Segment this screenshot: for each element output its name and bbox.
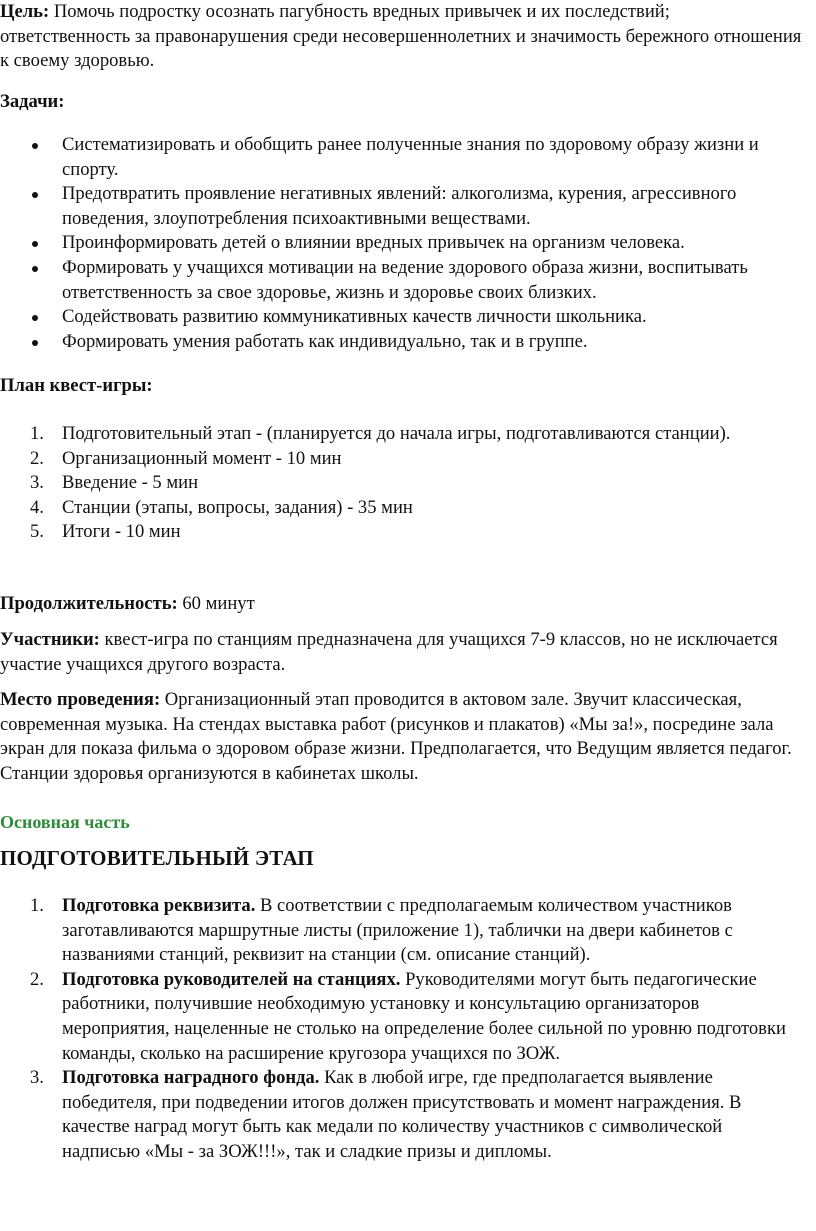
list-number: 2. bbox=[30, 447, 44, 469]
list-item: Формировать умения работать как индивидуально, так и в группе. bbox=[0, 330, 802, 355]
duration-label: Продолжительность: bbox=[0, 593, 178, 614]
goal-label: Цель: bbox=[0, 1, 50, 22]
list-item-bold: Подготовка реквизита. bbox=[62, 895, 256, 916]
list-item-bold: Подготовка руководителей на станциях. bbox=[62, 968, 401, 990]
venue-label: Место проведения: bbox=[0, 689, 161, 710]
list-item bbox=[0, 496, 802, 521]
list-number: 2. bbox=[30, 968, 44, 990]
prep-stage-list bbox=[0, 894, 802, 1165]
plan-heading bbox=[0, 374, 802, 399]
list-item-text: Руководителями могут быть педагогические работники, получившие необходимую установку и консультацию организаторов мероприятия, нацеленные не столько на определение более сильной по уровню подготовки команды, сколько на расширение кругозора учащихся по ЗОЖ. bbox=[62, 968, 786, 1064]
tasks-list bbox=[0, 133, 802, 354]
list-item-text: Станции (этапы, вопросы, задания) - 35 мин bbox=[62, 496, 413, 518]
list-item bbox=[0, 968, 802, 1066]
list-number: 5. bbox=[30, 521, 44, 543]
venue-paragraph bbox=[0, 688, 802, 786]
tasks-heading bbox=[0, 90, 802, 115]
list-number: 1. bbox=[30, 423, 44, 444]
list-item bbox=[0, 422, 802, 447]
participants-label: Участники: bbox=[0, 629, 100, 650]
list-item-bold: Подготовка наградного фонда. bbox=[62, 1067, 320, 1089]
goal-paragraph bbox=[0, 0, 802, 74]
list-number: 4. bbox=[30, 496, 44, 518]
venue-text: Организационный этап проводится в актовом зале. Звучит классическая, современная музыка. На стендах выставка работ (рисунков и плакатов) «Мы за!», посредине зала экран для показа фильма о здоровом образе жизни. Предполагается, что Ведущим является педагог. Станции здоровья организуются в кабинетах школы. bbox=[0, 689, 792, 784]
list-item-text: Как в любой игре, где предполагается выявление победителя, при подведении итогов должен присутствовать и момент награждения. В качестве наград могут быть как медали по количеству участников с символической надписью «Мы - за ЗОЖ!!!», так и сладкие призы и дипломы. bbox=[62, 1067, 742, 1162]
list-item bbox=[0, 894, 802, 968]
list-item: Систематизировать и обобщить ранее полученные знания по здоровому образу жизни и спорту. bbox=[0, 133, 802, 182]
list-number: 3. bbox=[30, 472, 44, 494]
list-item bbox=[0, 447, 802, 472]
list-item-text: Организационный момент - 10 мин bbox=[62, 447, 342, 469]
duration-text: 60 минут bbox=[177, 593, 255, 614]
list-item bbox=[0, 471, 802, 496]
list-item: Проинформировать детей о влиянии вредных привычек на организм человека. bbox=[0, 231, 802, 256]
participants-paragraph bbox=[0, 628, 802, 677]
plan-heading-text: План квест-игры: bbox=[0, 375, 153, 396]
list-item-text: Введение - 5 мин bbox=[62, 472, 199, 494]
list-item-text: Подготовительный этап - (планируется до начала игры, подготавливаются станции). bbox=[62, 423, 731, 444]
goal-text: Помочь подростку осознать пагубность вредных привычек и их последствий; ответственность за правонарушения среди несовершеннолетних и значимость бережного отношения к своему здоровью. bbox=[0, 1, 802, 72]
list-item-text: В соответствии с предполагаемым количеством участников заготавливаются маршрутные листы (приложение 1), таблички на двери кабинетов с названиями станций, реквизит на станции (см. описание станций). bbox=[62, 895, 733, 966]
prep-stage-heading: ПОДГОТОВИТЕЛЬНЫЙ ЭТАП bbox=[0, 846, 314, 870]
main-part-heading: Основная часть bbox=[0, 812, 130, 832]
plan-list bbox=[0, 422, 802, 545]
participants-text: квест-игра по станциям предназначена для учащихся 7-9 классов, но не исключается участие учащихся другого возраста. bbox=[0, 629, 778, 675]
list-item: Формировать у учащихся мотивации на ведение здорового образа жизни, воспитывать ответственность за свое здоровье, жизнь и здоровье своих близких. bbox=[0, 256, 802, 305]
list-item: Предотвратить проявление негативных явлений: алкоголизма, курения, агрессивного поведения, злоупотребления психоактивными веществами. bbox=[0, 182, 802, 231]
list-item: Содействовать развитию коммуникативных качеств личности школьника. bbox=[0, 305, 802, 330]
list-number: 3. bbox=[30, 1067, 44, 1089]
list-item bbox=[0, 520, 802, 545]
duration-paragraph bbox=[0, 592, 802, 617]
list-number: 1. bbox=[30, 895, 44, 916]
list-item bbox=[0, 1066, 802, 1164]
tasks-heading-text: Задачи: bbox=[0, 91, 65, 112]
list-item-text: Итоги - 10 мин bbox=[62, 521, 181, 543]
